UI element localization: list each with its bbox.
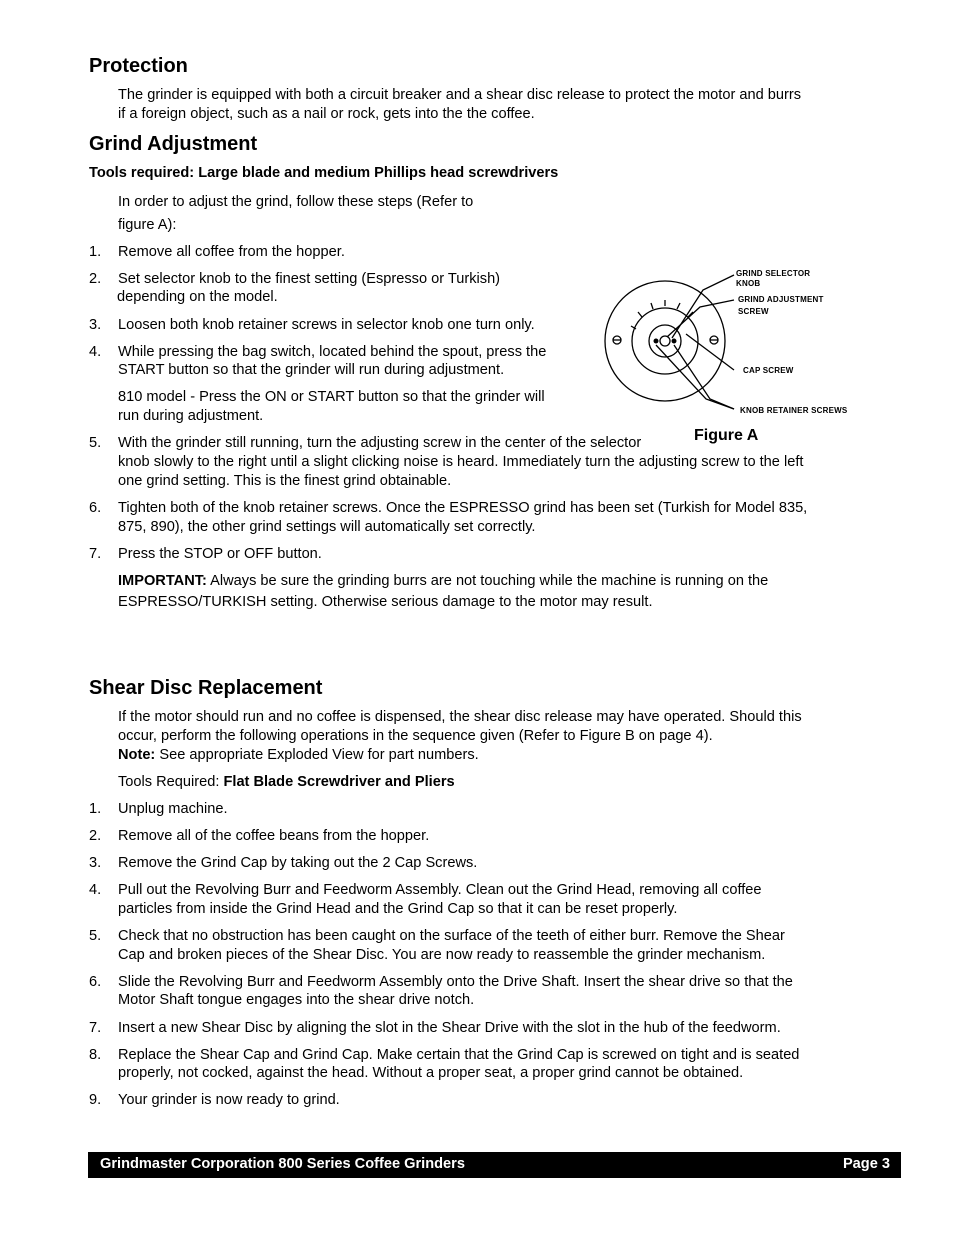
figure-a-diagram	[600, 262, 870, 424]
grind-step-text: While pressing the bag switch, located behind the spout, press the	[118, 344, 547, 360]
grinder-knob-diagram	[600, 262, 870, 424]
shear-step-text: Insert a new Shear Disc by aligning the slot in the Shear Drive with the slot in the hub of the feedworm.	[118, 1020, 781, 1036]
grind-intro-line2: figure A):	[118, 217, 177, 233]
adjustment-screw-circle	[660, 336, 670, 346]
cap-screw-label: CAP SCREW	[743, 366, 794, 375]
shear-step-text: Check that no obstruction has been caught on the surface of the teeth of either burr. Remove the Shear	[118, 928, 785, 944]
grind-adjustment-heading: Grind Adjustment	[89, 133, 258, 155]
grind-intro-line1: In order to adjust the grind, follow these steps (Refer to	[118, 194, 474, 210]
grind-step-text: Remove all coffee from the hopper.	[118, 244, 345, 260]
shear-step-text: Replace the Shear Cap and Grind Cap. Make certain that the Grind Cap is screwed on tight and is seated	[118, 1047, 800, 1063]
tools-value: Flat Blade Screwdriver and Pliers	[223, 774, 455, 790]
grind-step-text: depending on the model.	[117, 289, 278, 305]
grind-adjustment-screw-label-line1: GRIND ADJUSTMENT	[738, 295, 824, 304]
important-warning-line2: ESPRESSO/TURKISH setting. Otherwise serious damage to the motor may result.	[118, 594, 653, 610]
shear-step-number: 6.	[89, 974, 102, 990]
shear-step-number: 1.	[89, 801, 102, 817]
shear-step-text: Cap and broken pieces of the Shear Disc. You are now ready to reassemble the grinder mechanism.	[118, 947, 766, 963]
shear-step-text: properly, not cocked, against the head. Without a proper seat, a proper grind cannot be obtained.	[118, 1065, 744, 1081]
grind-step-number: 5.	[89, 435, 102, 451]
grind-step-text: Set selector knob to the finest setting (Espresso or Turkish)	[118, 271, 501, 287]
grind-adjustment-screw-label-line2: SCREW	[738, 307, 769, 316]
grind-step-text: With the grinder still running, turn the adjusting screw in the center of the selector	[118, 435, 642, 451]
protection-text-line1: The grinder is equipped with both a circuit breaker and a shear disc release to protect the motor and burrs	[118, 87, 802, 103]
grind-step-text: one grind setting. This is the finest grind obtainable.	[118, 473, 452, 489]
note-label: Note:	[118, 747, 156, 763]
important-text: Always be sure the grinding burrs are not touching while the machine is running on the	[206, 573, 769, 589]
important-warning-line1	[118, 572, 768, 591]
shear-step-number: 5.	[89, 928, 102, 944]
note-text: See appropriate Exploded View for part numbers.	[155, 747, 479, 763]
shear-step-number: 8.	[89, 1047, 102, 1063]
shear-tools-required	[118, 773, 455, 792]
grind-step-text: 875, 890), the other grind settings will automatically set correctly.	[118, 519, 536, 535]
figure-a-caption: Figure A	[694, 427, 759, 444]
grind-step-number: 3.	[89, 317, 102, 333]
model-810-note-line2: run during adjustment.	[118, 408, 264, 424]
footer-title: Grindmaster Corporation 800 Series Coffee Grinders	[100, 1156, 465, 1172]
shear-step-text: particles from inside the Grind Head and the Grind Cap so that it can be reset properly.	[118, 901, 678, 917]
grind-selector-knob-label-line2: KNOB	[736, 279, 761, 288]
grind-step-text: START button so that the grinder will run during adjustment.	[118, 362, 505, 378]
shear-intro-line1: If the motor should run and no coffee is dispensed, the shear disc release may have operated. Should this	[118, 709, 802, 725]
shear-note	[118, 746, 479, 765]
shear-step-text: Motor Shaft tongue engages into the shear drive notch.	[118, 992, 475, 1008]
model-810-note-line1: 810 model - Press the ON or START button so that the grinder will	[118, 389, 545, 405]
shear-step-text: Unplug machine.	[118, 801, 228, 817]
grind-step-number: 7.	[89, 546, 102, 562]
cap-screw-dot-left	[654, 339, 659, 344]
shear-step-text: Your grinder is now ready to grind.	[118, 1092, 340, 1108]
cap-screw-dot-right	[672, 339, 677, 344]
important-label: IMPORTANT:	[118, 573, 207, 589]
knob-retainer-screws-label: KNOB RETAINER SCREWS	[740, 406, 848, 415]
shear-disc-heading: Shear Disc Replacement	[89, 677, 323, 699]
shear-step-text: Remove the Grind Cap by taking out the 2 Cap Screws.	[118, 855, 478, 871]
page-number: Page 3	[842, 1156, 890, 1172]
grind-step-number: 6.	[89, 500, 102, 516]
outer-housing-circle	[605, 281, 725, 401]
grind-step-text: Loosen both knob retainer screws in selector knob one turn only.	[118, 317, 535, 333]
shear-step-number: 9.	[89, 1092, 102, 1108]
grind-step-text: knob slowly to the right until a slight clicking noise is heard. Immediately turn the adjusting screw to the left	[118, 454, 804, 470]
protection-heading: Protection	[89, 55, 188, 77]
shear-step-number: 7.	[89, 1020, 102, 1036]
grind-step-number: 2.	[89, 271, 102, 287]
grind-tools-required: Tools required: Large blade and medium Phillips head screwdrivers	[89, 165, 559, 181]
shear-step-text: Pull out the Revolving Burr and Feedworm Assembly. Clean out the Grind Head, removing all coffee	[118, 882, 762, 898]
grind-step-number: 1.	[89, 244, 102, 260]
protection-text-line2: if a foreign object, such as a nail or rock, gets into the the coffee.	[118, 106, 535, 122]
tools-label: Tools Required:	[118, 774, 224, 790]
grind-step-number: 4.	[89, 344, 102, 360]
grind-step-text: Press the STOP or OFF button.	[118, 546, 322, 562]
grind-step-text: Tighten both of the knob retainer screws. Once the ESPRESSO grind has been set (Turkish for Model 835,	[118, 500, 808, 516]
shear-step-text: Remove all of the coffee beans from the hopper.	[118, 828, 430, 844]
page-footer	[88, 1152, 901, 1178]
shear-step-number: 4.	[89, 882, 102, 898]
shear-step-text: Slide the Revolving Burr and Feedworm Assembly onto the Drive Shaft. Insert the shear drive so that the	[118, 974, 793, 990]
shear-step-number: 3.	[89, 855, 102, 871]
shear-intro-line2: occur, perform the following operations in the sequence given (Refer to Figure B on page 4).	[118, 728, 713, 744]
grind-selector-knob-label-line1: GRIND SELECTOR	[736, 269, 811, 278]
shear-step-number: 2.	[89, 828, 102, 844]
retainer-screw-leader-2	[674, 345, 734, 409]
